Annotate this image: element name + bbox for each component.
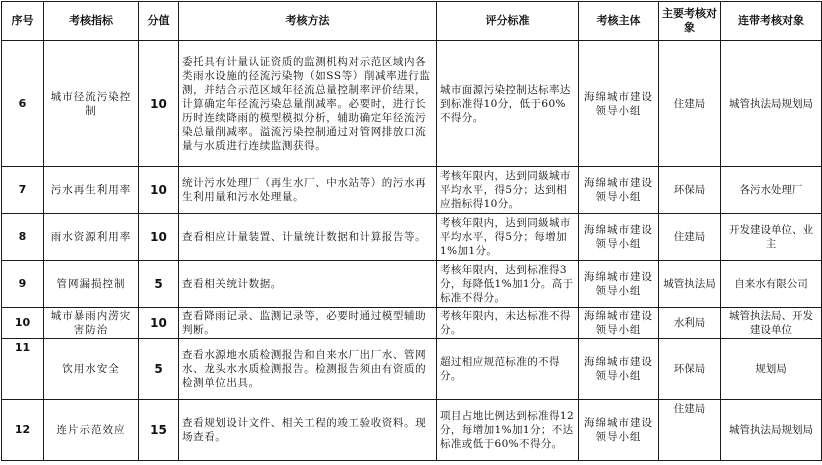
row-main-target: 住建局 <box>659 214 721 261</box>
row-main-target: 住建局 <box>659 41 721 167</box>
row-score: 10 <box>139 214 179 261</box>
table-row <box>2 339 822 400</box>
row-no: 6 <box>2 41 44 167</box>
row-standard: 考核年限内，未达标准不得分。 <box>437 308 579 339</box>
row-main-target <box>659 400 721 461</box>
row-no <box>2 339 44 400</box>
row-no-text: 11 <box>14 341 31 354</box>
row-score: 10 <box>139 41 179 167</box>
row-method: 查看水源地水质检测报告和自来水厂出厂水、管网水、龙头水水质检测报告。检测报告须由有资质的检测单位出具。 <box>179 339 437 400</box>
row-indicator: 污水再生利用率 <box>44 167 139 214</box>
row-subject: 海绵城市建设领导小组 <box>579 261 659 308</box>
row-standard: 超过相应规范标准的不得分。 <box>437 339 579 400</box>
header-method: 考核方法 <box>179 2 437 41</box>
row-method: 查看相应计量装置、计量统计数据和计算报告等。 <box>179 214 437 261</box>
row-main-target: 环保局 <box>659 167 721 214</box>
row-standard: 项目占地比例达到标准得12分，每增加1%加1分；不达标准或低于60%不得分。 <box>437 400 579 461</box>
row-main-target-text: 住建局 <box>673 403 706 415</box>
row-method: 统计污水处理厂（再生水厂、中水站等）的污水再生利用量和污水处理量。 <box>179 167 437 214</box>
table-row <box>2 214 822 261</box>
row-subject: 海绵城市建设领导小组 <box>579 339 659 400</box>
table-row <box>2 308 822 339</box>
row-score: 15 <box>139 400 179 461</box>
row-indicator: 城市暴雨内涝灾害防治 <box>44 308 139 339</box>
row-joint-target: 各污水处理厂 <box>721 167 822 214</box>
header-joint-target: 连带考核对象 <box>721 2 822 41</box>
header-main-target: 主要考核对象 <box>659 2 721 41</box>
row-joint-target: 城管执法局规划局 <box>721 41 822 167</box>
row-main-target: 城管执法局 <box>659 261 721 308</box>
row-score: 10 <box>139 308 179 339</box>
row-joint-target: 自来水有限公司 <box>721 261 822 308</box>
row-indicator: 饮用水安全 <box>44 339 139 400</box>
row-subject: 海绵城市建设领导小组 <box>579 41 659 167</box>
header-indicator: 考核指标 <box>44 2 139 41</box>
row-indicator: 管网漏损控制 <box>44 261 139 308</box>
row-subject: 海绵城市建设领导小组 <box>579 308 659 339</box>
row-score: 10 <box>139 167 179 214</box>
row-main-target: 环保局 <box>659 339 721 400</box>
row-no: 12 <box>2 400 44 461</box>
row-subject: 海绵城市建设领导小组 <box>579 214 659 261</box>
row-joint-target: 开发建设单位、业主 <box>721 214 822 261</box>
assessment-table-page <box>0 1 822 465</box>
row-standard: 考核年限内，达到同級城市平均水平，得5分；达到相应指标得10分。 <box>437 167 579 214</box>
assessment-table <box>1 1 822 461</box>
header-row <box>2 2 822 41</box>
row-score: 5 <box>139 339 179 400</box>
header-subject: 考核主体 <box>579 2 659 41</box>
row-standard: 考核年限内，达到标准得3分，每降低1%加1分。高于标准不得分。 <box>437 261 579 308</box>
header-no: 序号 <box>2 2 44 41</box>
row-score: 5 <box>139 261 179 308</box>
table-row <box>2 261 822 308</box>
row-method: 查看规划设计文件、相关工程的竣工验收资料。现场查看。 <box>179 400 437 461</box>
row-method: 查看降雨记录、监测记录等，必要时通过模型辅助判断。 <box>179 308 437 339</box>
row-method: 委托具有计量认证资质的监测机构对示范区域内各类雨水设施的径流污染物（如SS等）削减率进行监测，并结合示范区域年径流总量控制率评价结果，计算确定年径流污染总量削减率。必要时，进行长历时连续降雨的模型模拟分析，辅助确定年径流污染总量削减率。溢流污染控制通过对管网排放口流量与水质进行连续监测获得。 <box>179 41 437 167</box>
table-row <box>2 167 822 214</box>
row-no: 7 <box>2 167 44 214</box>
header-standard: 评分标准 <box>437 2 579 41</box>
row-no: 8 <box>2 214 44 261</box>
row-main-target: 水利局 <box>659 308 721 339</box>
row-no: 9 <box>2 261 44 308</box>
row-method: 查看相关统计数据。 <box>179 261 437 308</box>
row-no: 10 <box>2 308 44 339</box>
row-joint-target: 城管执法局规划局 <box>721 400 822 461</box>
row-joint-target: 城管执法局、开发建设单位 <box>721 308 822 339</box>
header-score: 分值 <box>139 2 179 41</box>
table-row <box>2 400 822 461</box>
row-indicator: 连片示范效应 <box>44 400 139 461</box>
row-indicator: 雨水资源利用率 <box>44 214 139 261</box>
row-joint-target: 规划局 <box>721 339 822 400</box>
row-indicator: 城市径流污染控制 <box>44 41 139 167</box>
table-row <box>2 41 822 167</box>
row-subject: 海绵城市建设领导小组 <box>579 167 659 214</box>
row-standard: 考核年限内，达到同級城市平均水平，得5分；每增加1%加1分。 <box>437 214 579 261</box>
row-standard: 城市面源污染控制达标率达到标准得10分，低于60%不得分。 <box>437 41 579 167</box>
row-subject: 海绵城市建设领导小组 <box>579 400 659 461</box>
